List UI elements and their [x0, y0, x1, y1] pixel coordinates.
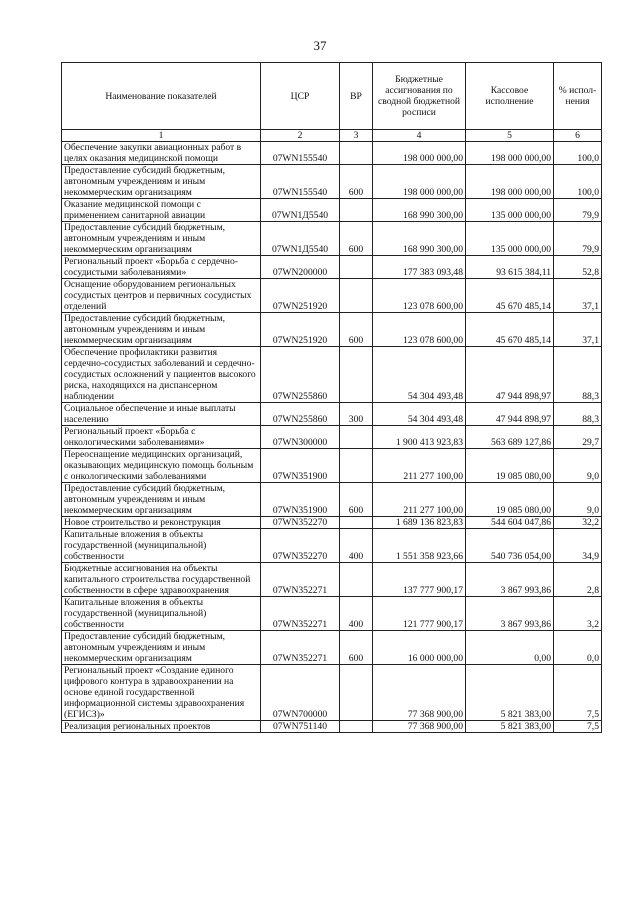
row-vr	[340, 517, 373, 529]
row-vr	[340, 199, 373, 222]
column-number: 5	[466, 130, 554, 142]
row-csr: 07WN351900	[261, 449, 340, 483]
row-vr: 400	[340, 529, 373, 563]
column-number: 4	[373, 130, 466, 142]
row-cash: 45 670 485,14	[466, 313, 554, 347]
row-name: Региональный проект «Борьба с онкологическими заболеваниями»	[62, 426, 261, 449]
row-csr: 07WN1Д5540	[261, 222, 340, 256]
row-pct: 100,0	[554, 142, 602, 165]
row-name: Бюджетные ассигнования на объекты капитального строительства государственной собственности в сфере здравоохранения	[62, 563, 261, 597]
row-csr: 07WN352271	[261, 597, 340, 631]
row-pct: 79,9	[554, 222, 602, 256]
row-name: Оказание медицинской помощи с применением санитарной авиации	[62, 199, 261, 222]
row-budget: 123 078 600,00	[373, 279, 466, 313]
row-cash: 47 944 898,97	[466, 347, 554, 403]
table-row	[62, 517, 602, 529]
row-name: Предоставление субсидий бюджетным, автономным учреждениям и иным некоммерческим организациям	[62, 631, 261, 665]
row-csr: 07WN352270	[261, 529, 340, 563]
row-budget: 121 777 900,17	[373, 597, 466, 631]
row-budget: 1 689 136 823,83	[373, 517, 466, 529]
table-row	[62, 631, 602, 665]
table-row	[62, 529, 602, 563]
row-cash: 544 604 047,86	[466, 517, 554, 529]
row-budget: 1 900 413 923,83	[373, 426, 466, 449]
row-name: Обеспечение закупки авиационных работ в целях оказания медицинской помощи	[62, 142, 261, 165]
budget-execution-table	[61, 62, 602, 733]
row-pct: 88,3	[554, 347, 602, 403]
table-row	[62, 403, 602, 426]
header-pct: % испол-нения	[554, 63, 602, 130]
row-cash: 5 821 383,00	[466, 665, 554, 721]
row-csr: 07WN155540	[261, 165, 340, 199]
row-cash: 198 000 000,00	[466, 165, 554, 199]
row-cash: 45 670 485,14	[466, 279, 554, 313]
row-csr: 07WN255860	[261, 347, 340, 403]
row-name: Региональный проект «Борьба с сердечно-сосудистыми заболеваниями»	[62, 256, 261, 279]
row-csr: 07WN352270	[261, 517, 340, 529]
row-pct: 9,0	[554, 449, 602, 483]
table-row	[62, 563, 602, 597]
row-name: Капитальные вложения в объекты государственной (муниципальной) собственности	[62, 597, 261, 631]
row-csr: 07WN251920	[261, 279, 340, 313]
row-csr: 07WN352271	[261, 563, 340, 597]
table-row	[62, 426, 602, 449]
row-cash: 3 867 993,86	[466, 597, 554, 631]
row-cash: 540 736 054,00	[466, 529, 554, 563]
row-name: Предоставление субсидий бюджетным, автономным учреждениям и иным некоммерческим организациям	[62, 313, 261, 347]
row-cash: 19 085 080,00	[466, 449, 554, 483]
row-csr: 07WN300000	[261, 426, 340, 449]
row-vr	[340, 665, 373, 721]
row-pct: 100,0	[554, 165, 602, 199]
table-row	[62, 142, 602, 165]
header-budget: Бюджетные ассигнования по сводной бюджетной росписи	[373, 63, 466, 130]
row-name: Реализация региональных проектов	[62, 721, 261, 733]
row-name: Предоставление субсидий бюджетным, автономным учреждениям и иным некоммерческим организациям	[62, 165, 261, 199]
row-csr: 07WN200000	[261, 256, 340, 279]
row-budget: 211 277 100,00	[373, 483, 466, 517]
row-cash: 0,00	[466, 631, 554, 665]
row-pct: 7,5	[554, 721, 602, 733]
row-vr	[340, 449, 373, 483]
table-row	[62, 256, 602, 279]
column-number: 6	[554, 130, 602, 142]
column-number: 1	[62, 130, 261, 142]
table-row	[62, 313, 602, 347]
column-number: 3	[340, 130, 373, 142]
row-csr: 07WN352271	[261, 631, 340, 665]
row-vr: 600	[340, 313, 373, 347]
table-row	[62, 165, 602, 199]
row-vr: 600	[340, 631, 373, 665]
table-row	[62, 597, 602, 631]
row-vr: 600	[340, 165, 373, 199]
row-pct: 9,0	[554, 483, 602, 517]
row-pct: 7,5	[554, 665, 602, 721]
row-vr	[340, 347, 373, 403]
row-budget: 123 078 600,00	[373, 313, 466, 347]
row-csr: 07WN255860	[261, 403, 340, 426]
row-budget: 16 000 000,00	[373, 631, 466, 665]
row-csr: 07WN1Д5540	[261, 199, 340, 222]
row-vr: 300	[340, 403, 373, 426]
header-vr: ВР	[340, 63, 373, 130]
table-row	[62, 279, 602, 313]
row-vr: 400	[340, 597, 373, 631]
row-name: Предоставление субсидий бюджетным, автономным учреждениям и иным некоммерческим организациям	[62, 222, 261, 256]
row-budget: 77 368 900,00	[373, 665, 466, 721]
table-row	[62, 222, 602, 256]
row-pct: 0,0	[554, 631, 602, 665]
header-row	[62, 63, 602, 130]
header-cash: Кассовое исполнение	[466, 63, 554, 130]
row-cash: 5 821 383,00	[466, 721, 554, 733]
row-vr: 600	[340, 222, 373, 256]
row-csr: 07WN700000	[261, 665, 340, 721]
table-row	[62, 721, 602, 733]
row-name: Региональный проект «Создание единого цифрового контура в здравоохранении на основе единой государственной информационной системы здравоохранения (ЕГИСЗ)»	[62, 665, 261, 721]
row-budget: 177 383 093,48	[373, 256, 466, 279]
row-csr: 07WN155540	[261, 142, 340, 165]
row-vr	[340, 426, 373, 449]
row-budget: 54 304 493,48	[373, 403, 466, 426]
row-pct: 3,2	[554, 597, 602, 631]
row-budget: 198 000 000,00	[373, 142, 466, 165]
table-row	[62, 665, 602, 721]
row-name: Капитальные вложения в объекты государственной (муниципальной) собственности	[62, 529, 261, 563]
row-name: Социальное обеспечение и иные выплаты населению	[62, 403, 261, 426]
row-name: Обеспечение профилактики развития сердечно-сосудистых заболеваний и сердечно-сосудистых осложнений у пациентов высокого риска, находящихся на диспансерном наблюдении	[62, 347, 261, 403]
row-cash: 47 944 898,97	[466, 403, 554, 426]
row-budget: 198 000 000,00	[373, 165, 466, 199]
row-cash: 19 085 080,00	[466, 483, 554, 517]
row-vr	[340, 279, 373, 313]
column-number-row	[62, 130, 602, 142]
page-number: 37	[313, 38, 327, 53]
column-number: 2	[261, 130, 340, 142]
row-csr: 07WN751140	[261, 721, 340, 733]
row-cash: 135 000 000,00	[466, 222, 554, 256]
table-row	[62, 347, 602, 403]
row-vr: 600	[340, 483, 373, 517]
row-pct: 79,9	[554, 199, 602, 222]
row-pct: 2,8	[554, 563, 602, 597]
row-pct: 52,8	[554, 256, 602, 279]
row-vr	[340, 563, 373, 597]
row-pct: 29,7	[554, 426, 602, 449]
row-pct: 37,1	[554, 279, 602, 313]
row-name: Новое строительство и реконструкция	[62, 517, 261, 529]
row-pct: 37,1	[554, 313, 602, 347]
row-budget: 168 990 300,00	[373, 222, 466, 256]
table-row	[62, 449, 602, 483]
row-budget: 211 277 100,00	[373, 449, 466, 483]
row-budget: 168 990 300,00	[373, 199, 466, 222]
row-name: Предоставление субсидий бюджетным, автономным учреждениям и иным некоммерческим организациям	[62, 483, 261, 517]
row-cash: 93 615 384,11	[466, 256, 554, 279]
row-vr	[340, 721, 373, 733]
row-name: Оснащение оборудованием региональных сосудистых центров и первичных сосудистых отделений	[62, 279, 261, 313]
row-cash: 198 000 000,00	[466, 142, 554, 165]
table-row	[62, 199, 602, 222]
row-vr	[340, 142, 373, 165]
row-name: Переоснащение медицинских организаций, оказывающих медицинскую помощь больным с онкологическими заболеваниями	[62, 449, 261, 483]
table-body	[62, 142, 602, 733]
header-name: Наименование показателей	[62, 63, 261, 130]
row-pct: 88,3	[554, 403, 602, 426]
row-budget: 137 777 900,17	[373, 563, 466, 597]
row-csr: 07WN251920	[261, 313, 340, 347]
header-csr: ЦСР	[261, 63, 340, 130]
row-cash: 563 689 127,86	[466, 426, 554, 449]
row-vr	[340, 256, 373, 279]
row-pct: 32,2	[554, 517, 602, 529]
row-csr: 07WN351900	[261, 483, 340, 517]
row-pct: 34,9	[554, 529, 602, 563]
row-budget: 54 304 493,48	[373, 347, 466, 403]
row-cash: 3 867 993,86	[466, 563, 554, 597]
row-budget: 1 551 358 923,66	[373, 529, 466, 563]
row-cash: 135 000 000,00	[466, 199, 554, 222]
row-budget: 77 368 900,00	[373, 721, 466, 733]
table-row	[62, 483, 602, 517]
